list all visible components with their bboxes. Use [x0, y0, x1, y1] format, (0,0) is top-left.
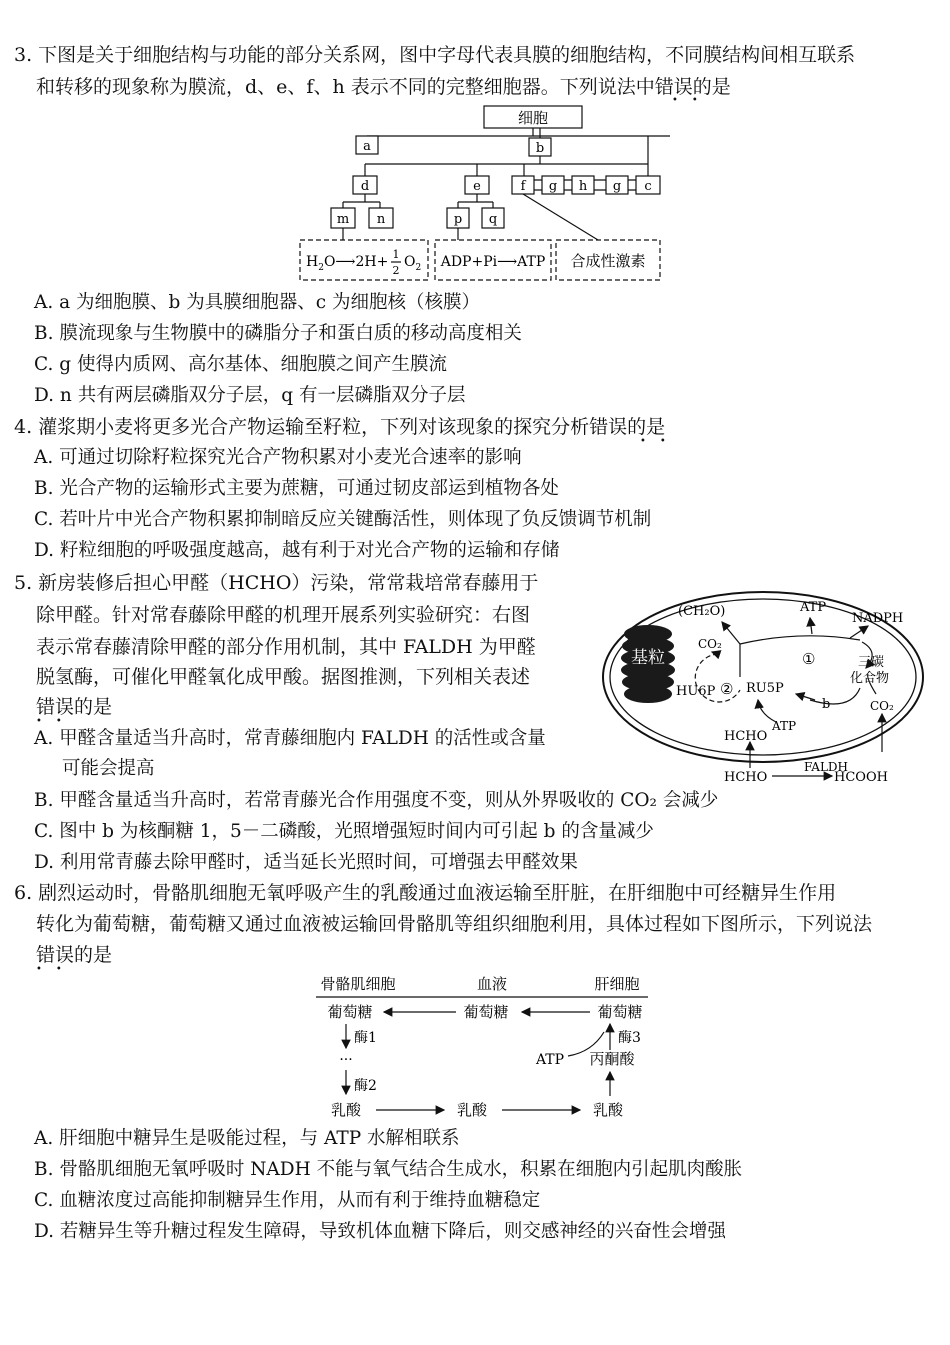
- node-n-label: n: [376, 212, 386, 227]
- node-h-label: h: [578, 179, 588, 194]
- label-ch2o: (CH₂O): [678, 604, 726, 619]
- node-q-label: q: [488, 212, 498, 227]
- node-cell-label: 细胞: [517, 109, 549, 127]
- q5-option-a-line2: 可能会提高: [62, 758, 155, 779]
- atp-label: ATP: [535, 1052, 565, 1068]
- node-a-label: a: [363, 139, 371, 154]
- q3-option-c: C. g 使得内质网、高尔基体、细胞膜之间产生膜流: [34, 354, 447, 375]
- fraction-denominator: 2: [392, 264, 400, 277]
- label-ru5p: RU5P: [746, 681, 784, 696]
- q4-option-b: B. 光合产物的运输形式主要为蔗糖，可通过韧皮部运到植物各处: [34, 478, 559, 499]
- node-g1-label: g: [548, 179, 558, 194]
- label-cycle-2: ②: [720, 680, 734, 698]
- enzyme-2: 酶2: [354, 1078, 377, 1094]
- q6-stem-line1: 6. 剧烈运动时，骨骼肌细胞无氧呼吸产生的乳酸通过血液运输至肝脏，在肝细胞中可经糖异生作用: [14, 882, 837, 904]
- label-c3-line1: 三碳: [858, 655, 885, 670]
- q4-option-a: A. 可通过切除籽粒探究光合产物积累对小麦光合速率的影响: [34, 447, 522, 468]
- q5-option-c: C. 图中 b 为核酮糖 1，5－二磷酸，光照增强短时间内可引起 b 的含量减少: [34, 821, 654, 842]
- q5-chloroplast-diagram: [600, 582, 935, 792]
- label-co2-left: CO₂: [698, 637, 722, 651]
- ellipsis: ···: [339, 1052, 353, 1068]
- label-c3-line2: 化合物: [850, 671, 890, 686]
- node-p-label: p: [453, 212, 463, 227]
- q4-option-c: C. 若叶片中光合产物积累抑制暗反应关键酶活性，则体现了负反馈调节机制: [34, 509, 652, 530]
- header-liver: 肝细胞: [594, 975, 640, 993]
- q6-cori-cycle-diagram: [310, 970, 655, 1125]
- q5-stem-line5: 错误的是: [36, 696, 113, 718]
- label-hcooh: HCOOH: [834, 770, 888, 785]
- q6-option-c: C. 血糖浓度过高能抑制糖异生作用，从而有利于维持血糖稳定: [34, 1190, 541, 1211]
- enzyme-3: 酶3: [618, 1030, 641, 1046]
- glucose-liver: 葡萄糖: [597, 1003, 643, 1021]
- q5-stem-line3: 表示常春藤清除甲醛的部分作用机制，其中 FALDH 为甲醛: [36, 636, 536, 658]
- node-g2-label: g: [612, 179, 622, 194]
- node-m-label: m: [336, 212, 350, 227]
- reaction-water-splitting: $H_2O⟶2H+$: [306, 254, 389, 273]
- q3-stem-line2: 和转移的现象称为膜流，d、e、f、h 表示不同的完整细胞器。下列说法中错误的是: [36, 76, 731, 98]
- glucose-muscle: 葡萄糖: [327, 1003, 373, 1021]
- q6-stem-line2: 转化为葡萄糖，葡萄糖又通过血液被运输回骨骼肌等组织细胞利用，具体过程如下图所示，下列说法: [36, 913, 873, 935]
- emphasis-dots: ••: [36, 964, 76, 975]
- q5-stem-line2: 除甲醛。针对常春藤除甲醛的机理开展系列实验研究：右图: [36, 604, 531, 626]
- q3-option-b: B. 膜流现象与生物膜中的磷脂分子和蛋白质的移动高度相关: [34, 323, 522, 344]
- label-atp-top: ATP: [800, 600, 827, 615]
- emphasis-dots: ••: [36, 716, 76, 727]
- reaction-atp-synthesis: ADP+Pi⟶ATP: [440, 254, 546, 270]
- q5-option-d: D. 利用常青藤去除甲醛时，适当延长光照时间，可增强去甲醛效果: [34, 852, 578, 873]
- q5-option-b: B. 甲醛含量适当升高时，若常青藤光合作用强度不变，则从外界吸收的 CO₂ 会减少: [34, 790, 719, 811]
- grana-label: 基粒: [631, 648, 665, 668]
- q5-stem-line4: 脱氢酶，可催化甲醛氧化成甲酸。据图推测，下列相关表述: [36, 666, 531, 688]
- node-c-label: c: [644, 179, 652, 194]
- pyruvate: 丙酮酸: [589, 1050, 635, 1068]
- fraction-numerator: 1: [392, 248, 400, 261]
- node-b-label: b: [535, 141, 545, 156]
- label-nadph: NADPH: [852, 611, 904, 626]
- lactate-liver: 乳酸: [592, 1101, 624, 1119]
- label-faldh: FALDH: [804, 760, 849, 774]
- glucose-blood: 葡萄糖: [463, 1003, 509, 1021]
- q3-stem-line1: 3. 下图是关于细胞结构与功能的部分关系网，图中字母代表具膜的细胞结构，不同膜结构间相互联系: [14, 44, 856, 66]
- label-b: b: [822, 697, 831, 712]
- node-f-label: f: [520, 179, 526, 194]
- lactate-blood: 乳酸: [456, 1101, 488, 1119]
- q5-stem-line1: 5. 新房装修后担心甲醛（HCHO）污染，常常栽培常春藤用于: [14, 572, 539, 594]
- label-hcho-inside: HCHO: [724, 729, 768, 744]
- q4-stem: 4. 灌浆期小麦将更多光合产物运输至籽粒，下列对该现象的探究分析错误的是: [14, 416, 666, 438]
- q4-option-d: D. 籽粒细胞的呼吸强度越高，越有利于对光合产物的运输和存储: [34, 540, 560, 561]
- label-atp-low: ATP: [772, 719, 797, 733]
- label-co2-right: CO₂: [870, 699, 894, 713]
- emphasis-dots: ••: [640, 436, 680, 447]
- q3-membrane-network-diagram: [290, 100, 670, 290]
- q6-option-d: D. 若糖异生等升糖过程发生障碍，导致机体血糖下降后，则交感神经的兴奋性会增强: [34, 1221, 726, 1242]
- node-d-label: d: [360, 179, 370, 194]
- q6-stem-line3: 错误的是: [36, 944, 113, 966]
- header-skeletal-muscle: 骨骼肌细胞: [320, 975, 396, 993]
- q3-option-a: A. a 为细胞膜、b 为具膜细胞器、c 为细胞核（核膜）: [34, 292, 480, 313]
- label-hu6p: HU6P: [676, 684, 716, 699]
- header-blood: 血液: [476, 975, 508, 993]
- q6-option-b: B. 骨骼肌细胞无氧呼吸时 NADH 不能与氧气结合生成水，积累在细胞内引起肌肉酸胀: [34, 1159, 743, 1180]
- reaction-sex-hormone: 合成性激素: [570, 252, 646, 270]
- q6-option-a: A. 肝细胞中糖异生是吸能过程，与 ATP 水解相联系: [34, 1128, 460, 1149]
- q5-option-a-line1: A. 甲醛含量适当升高时，常青藤细胞内 FALDH 的活性或含量: [34, 728, 546, 749]
- node-e-label: e: [473, 179, 481, 194]
- q3-option-d: D. n 共有两层磷脂双分子层，q 有一层磷脂双分子层: [34, 385, 466, 406]
- enzyme-1: 酶1: [354, 1030, 377, 1046]
- reaction-oxygen: $O_2$: [404, 254, 422, 273]
- lactate-muscle: 乳酸: [330, 1101, 362, 1119]
- label-cycle-1: ①: [802, 650, 816, 668]
- emphasis-dots: ••: [672, 95, 712, 106]
- label-hcho-outside: HCHO: [724, 770, 768, 785]
